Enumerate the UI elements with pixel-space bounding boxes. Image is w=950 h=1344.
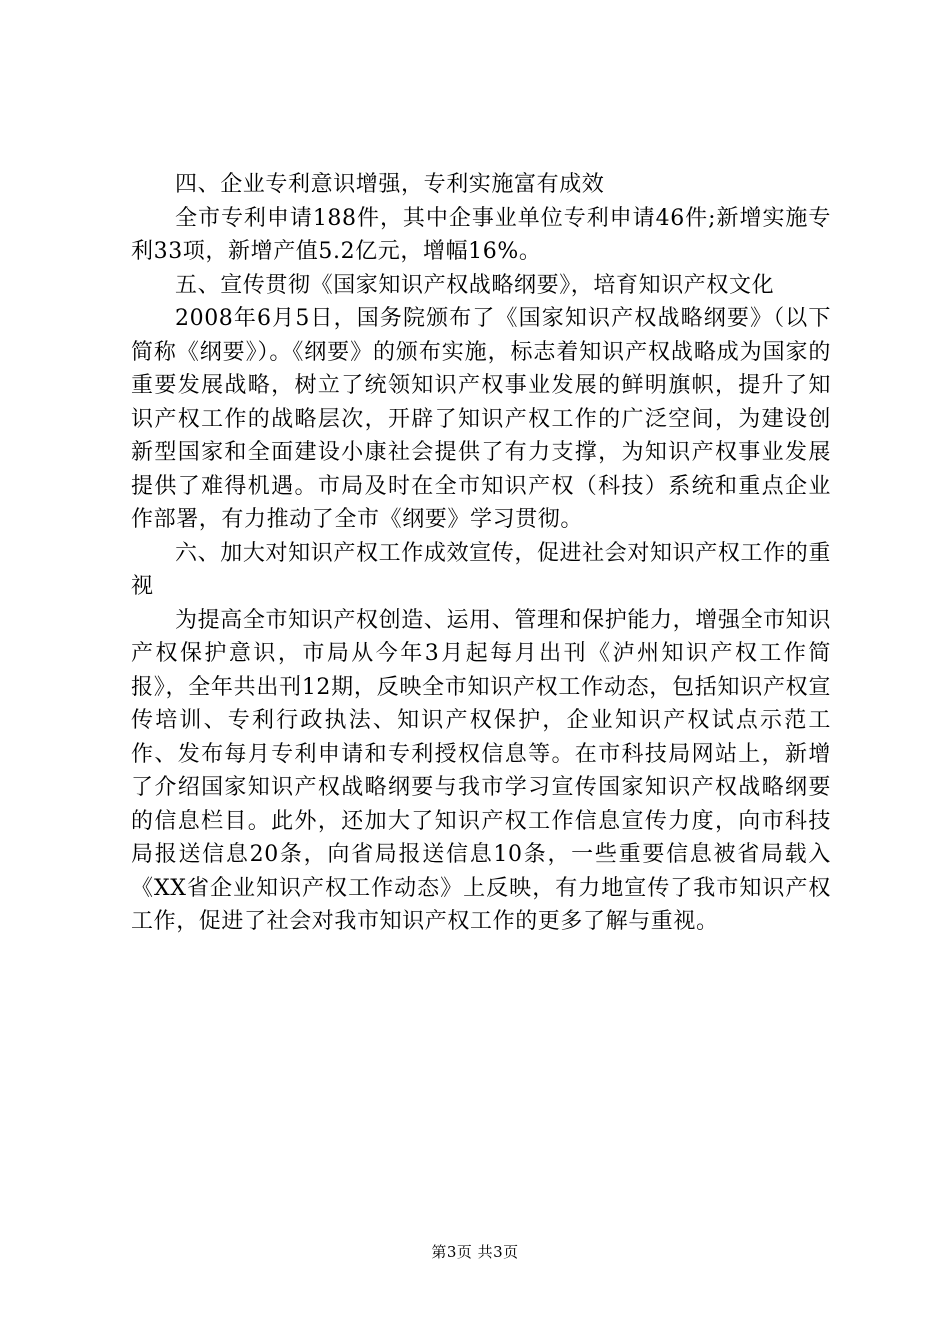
section-heading-4: 四、企业专利意识增强，专利实施富有成效 <box>175 172 605 197</box>
section-heading-5: 五、宣传贯彻《国家知识产权战略纲要》，培育知识产权文化 <box>175 272 775 298</box>
section-heading-6: 六、加大对知识产权工作成效宣传，促进社会对知识产权工作的重视 <box>131 540 831 599</box>
page-footer: 第3页 共3页 <box>431 1243 519 1261</box>
document-body <box>131 168 831 939</box>
paragraph-publicity: 为提高全市知识产权创造、运用、管理和保护能力，增强全市知识产权保护意识，市局从今年3月起每月出刊《泸州知识产权工作简报》，全年共出刊12期，反映全市知识产权工作动态，包括知识产权宣传培训、专利行政执法、知识产权保护，企业知识产权试点示范工作、发布每月专利申请和专利授权信息等。在市科技局网站上，新增了介绍国家知识产权战略纲要与我市学习宣传国家知识产权战略纲要的信息栏目。此外，还加大了知识产权工作信息宣传力度，向市科技局报送信息20条，向省局报送信息10条，一些重要信息被省局载入《XX省企业知识产权工作动态》上反映，有力地宣传了我市知识产权工作，促进了社会对我市知识产权工作的更多了解与重视。 <box>131 607 831 934</box>
paragraph-patent-stats: 全市专利申请188件，其中企事业单位专利申请46件;新增实施专利33项，新增产值5.2亿元，增幅16%。 <box>131 205 831 264</box>
paragraph-strategy-outline: 2008年6月5日，国务院颁布了《国家知识产权战略纲要》（以下简称《纲要》）。《纲要》的颁布实施，标志着知识产权战略成为国家的重要发展战略，树立了统领知识产权事业发展的鲜明旗帜，提升了知识产权工作的战略层次，开辟了知识产权工作的广泛空间，为建设创新型国家和全面建设小康社会提供了有力支撑，为知识产权事业发展提供了难得机遇。市局及时在全市知识产权（科技）系统和重点企业作部署，有力推动了全市《纲要》学习贯彻。 <box>131 306 831 532</box>
